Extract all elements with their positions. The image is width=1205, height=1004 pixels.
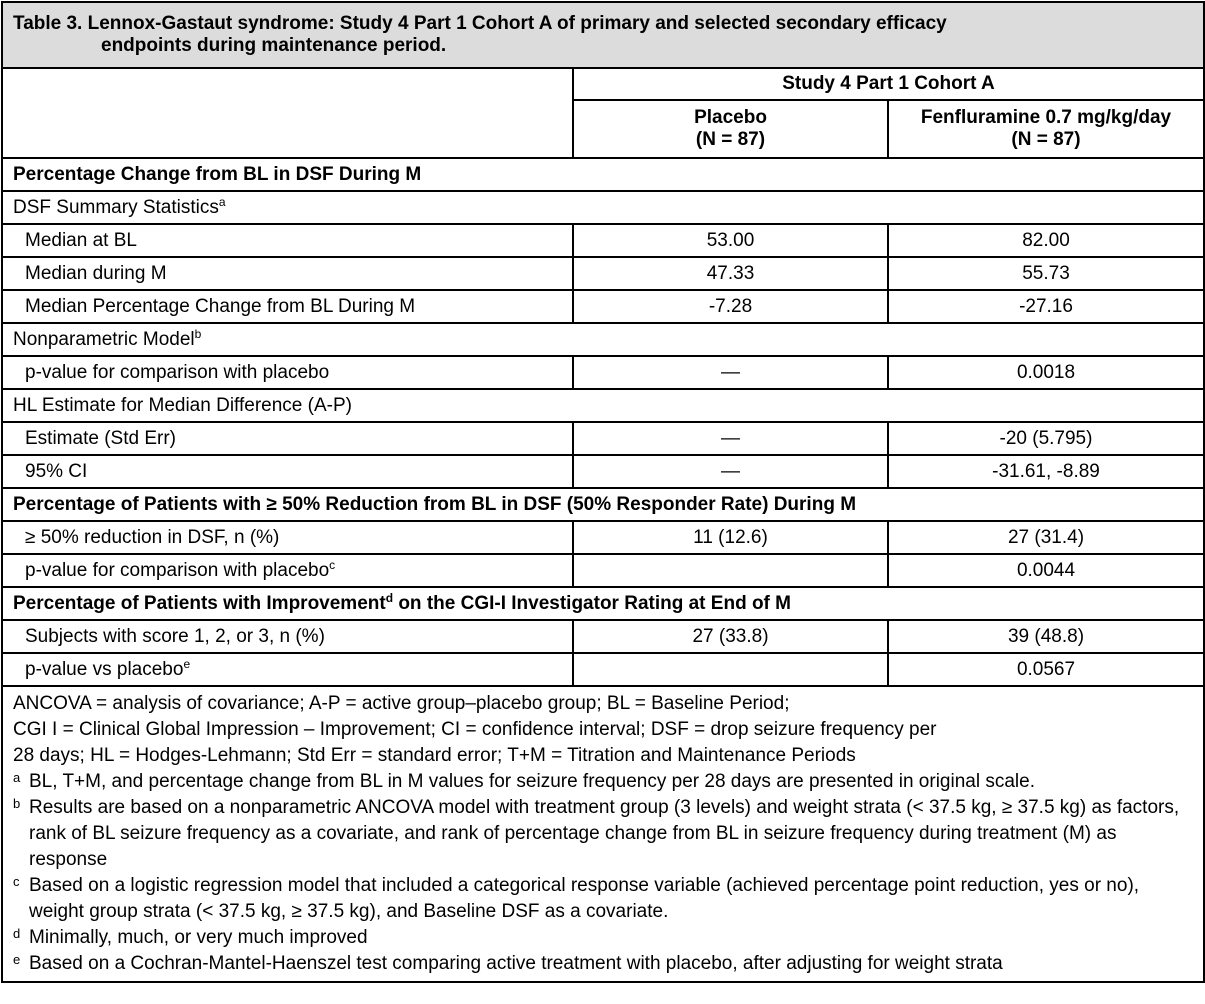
- row-label: Median at BL: [2, 224, 573, 257]
- table-row: [2, 224, 1204, 257]
- table-row: [2, 521, 1204, 554]
- fenfluramine-value: -31.61, -8.89: [888, 455, 1204, 488]
- placebo-value: 27 (33.8): [573, 620, 888, 653]
- header-group-row: [2, 68, 1204, 100]
- fenfluramine-value: 0.0044: [888, 554, 1204, 587]
- row-label: Estimate (Std Err): [2, 422, 573, 455]
- fenfluramine-value: 27 (31.4): [888, 521, 1204, 554]
- header-placebo-n: (N = 87): [695, 129, 766, 150]
- efficacy-table: [1, 1, 1205, 983]
- header-fenfluramine-n: (N = 87): [1011, 129, 1081, 150]
- section-row: [2, 587, 1204, 620]
- footnote-text: Based on a logistic regression model that included a categorical response variable (achieved percentage point reduction, yes or no), weight group strata (< 37.5 kg, ≥ 37.5 kg), and Baseline DSF as a covariate.: [29, 875, 1140, 922]
- table-row: [2, 455, 1204, 488]
- placebo-value: 11 (12.6): [573, 521, 888, 554]
- row-label-text: p-value vs placebo: [25, 658, 184, 680]
- footnote-marker: b: [13, 796, 21, 811]
- footnote-ref: c: [329, 557, 336, 572]
- table-row: [2, 554, 1204, 587]
- subsection-label: DSF Summary Statistics: [13, 196, 219, 218]
- table-title-line2: endpoints during maintenance period.: [101, 35, 447, 56]
- footnotes: [2, 686, 1204, 982]
- section-heading-part1: Percentage of Patients with Improvement: [13, 592, 386, 614]
- row-label: [2, 653, 573, 686]
- footnote-ref: d: [385, 590, 394, 605]
- placebo-value: —: [573, 422, 888, 455]
- row-label: Median during M: [2, 257, 573, 290]
- table-row: [2, 257, 1204, 290]
- footnote-marker: c: [13, 874, 20, 889]
- section-row: [2, 158, 1204, 191]
- footnotes-row: [2, 686, 1204, 982]
- footnote-text: Based on a Cochran-Mantel-Haenszel test comparing active treatment with placebo, after adjusting for weight strata: [29, 953, 1003, 974]
- footnote-d: [13, 925, 1195, 951]
- table-title-line1: Table 3. Lennox-Gastaut syndrome: Study 4 Part 1 Cohort A of primary and selected secondary efficacy: [13, 13, 947, 34]
- fenfluramine-value: 82.00: [888, 224, 1204, 257]
- placebo-value: 47.33: [573, 257, 888, 290]
- row-label: [2, 554, 573, 587]
- section-heading: Percentage of Patients with ≥ 50% Reduction from BL in DSF (50% Responder Rate) During M: [2, 488, 1204, 521]
- fenfluramine-value: -20 (5.795): [888, 422, 1204, 455]
- subsection-row: [2, 389, 1204, 422]
- footnote-a: [13, 769, 1195, 795]
- footnote-ref: a: [218, 194, 226, 209]
- row-label: Median Percentage Change from BL During M: [2, 290, 573, 323]
- placebo-value: —: [573, 356, 888, 389]
- table-row: [2, 356, 1204, 389]
- header-fenfluramine: [888, 100, 1204, 158]
- subsection-heading: [2, 191, 1204, 224]
- subsection-heading: HL Estimate for Median Difference (A-P): [2, 389, 1204, 422]
- table-row: [2, 422, 1204, 455]
- abbreviations-line: 28 days; HL = Hodges-Lehmann; Std Err = standard error; T+M = Titration and Maintenance Periods: [13, 745, 856, 766]
- header-placebo-name: Placebo: [694, 107, 767, 128]
- efficacy-table-container: [1, 1, 1203, 983]
- footnote-e: [13, 951, 1195, 977]
- footnote-marker: e: [13, 952, 21, 967]
- table-row: [2, 653, 1204, 686]
- footnote-ref: e: [183, 656, 191, 671]
- header-study-group: Study 4 Part 1 Cohort A: [573, 68, 1204, 100]
- header-fenfluramine-name: Fenfluramine 0.7 mg/kg/day: [920, 107, 1172, 128]
- table-row: [2, 290, 1204, 323]
- header-placebo: [573, 100, 888, 158]
- section-heading-part2: on the CGI-I Investigator Rating at End of M: [393, 592, 791, 614]
- placebo-value: [573, 653, 888, 686]
- fenfluramine-value: 0.0018: [888, 356, 1204, 389]
- footnote-text: BL, T+M, and percentage change from BL in M values for seizure frequency per 28 days are presented in original scale.: [29, 771, 1035, 792]
- table-title: [2, 2, 1204, 68]
- row-label: p-value for comparison with placebo: [2, 356, 573, 389]
- abbreviations-line: ANCOVA = analysis of covariance; A-P = active group–placebo group; BL = Baseline Period;: [13, 693, 790, 714]
- subsection-label: Nonparametric Model: [13, 328, 195, 350]
- footnote-ref: b: [194, 326, 202, 341]
- abbreviations-line: CGI I = Clinical Global Impression – Improvement; CI = confidence interval; DSF = drop seizure frequency per: [13, 719, 937, 740]
- fenfluramine-value: 55.73: [888, 257, 1204, 290]
- row-label: ≥ 50% reduction in DSF, n (%): [2, 521, 573, 554]
- section-heading: Percentage Change from BL in DSF During M: [2, 158, 1204, 191]
- section-row: [2, 488, 1204, 521]
- subsection-row: [2, 191, 1204, 224]
- header-blank-cell: [2, 68, 573, 158]
- fenfluramine-value: -27.16: [888, 290, 1204, 323]
- footnote-b: [13, 795, 1195, 873]
- row-label: 95% CI: [2, 455, 573, 488]
- table-row: [2, 620, 1204, 653]
- subsection-heading: [2, 323, 1204, 356]
- footnote-c: [13, 873, 1195, 925]
- fenfluramine-value: 39 (48.8): [888, 620, 1204, 653]
- placebo-value: —: [573, 455, 888, 488]
- footnote-text: Results are based on a nonparametric ANCOVA model with treatment group (3 levels) and weight strata (< 37.5 kg, ≥ 37.5 kg) as factors, rank of BL seizure frequency as a covariate, and rank of percentage change from BL in seizure frequency during treatment (M) as response: [29, 797, 1180, 870]
- placebo-value: [573, 554, 888, 587]
- section-heading: [2, 587, 1204, 620]
- row-label: Subjects with score 1, 2, or 3, n (%): [2, 620, 573, 653]
- footnote-marker: a: [13, 770, 21, 785]
- row-label-text: p-value for comparison with placebo: [25, 559, 330, 581]
- table-title-row: [2, 2, 1204, 68]
- placebo-value: 53.00: [573, 224, 888, 257]
- footnote-marker: d: [13, 926, 21, 941]
- footnote-text: Minimally, much, or very much improved: [29, 927, 368, 948]
- placebo-value: -7.28: [573, 290, 888, 323]
- fenfluramine-value: 0.0567: [888, 653, 1204, 686]
- subsection-row: [2, 323, 1204, 356]
